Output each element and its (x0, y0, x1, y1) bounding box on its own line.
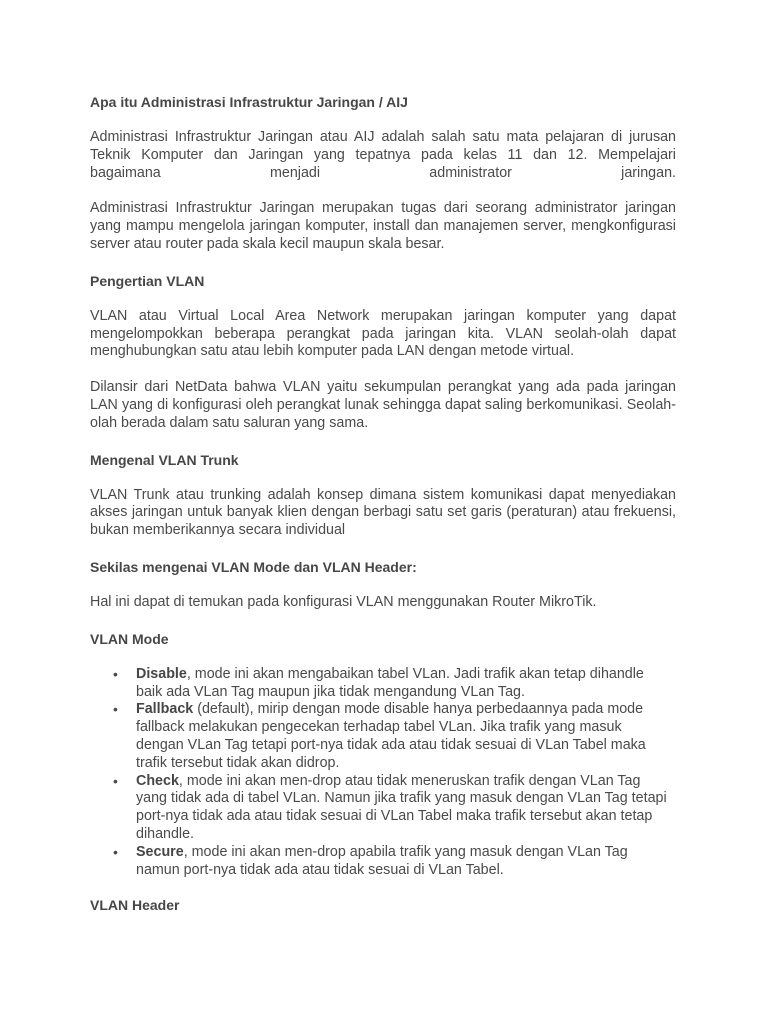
mode-description: , mode ini akan men-drop atau tidak meneruskan trafik dengan VLan Tag yang tidak ada di tabel VLan. Namun jika trafik yang masuk dengan VLan Tag tetapi port-nya tidak ada atau tidak sesuai di VLan Tabel maka trafik tersebut akan tetap dihandle. (136, 772, 667, 842)
section-heading-vlan-header: VLAN Header (90, 897, 180, 914)
list-item (113, 772, 676, 844)
intro-paragraph-1: Administrasi Infrastruktur Jaringan atau AIJ adalah salah satu mata pelajaran di jurusan Teknik Komputer dan Jaringan yang tepatnya pada kelas 11 dan 12. Mempelajari bagaimana menjadi administrator jaringan. (90, 129, 676, 181)
document-page (90, 93, 676, 932)
bullet-icon: • (113, 665, 118, 682)
vlan-paragraph-2: Dilansir dari NetData bahwa VLAN yaitu sekumpulan perangkat yang ada pada jaringan LAN yang di konfigurasi oleh perangkat lunak sehingga dapat saling berkomunikasi. Seolah-olah berada dalam satu saluran yang sama. (90, 379, 676, 431)
section-heading-vlan: Pengertian VLAN (90, 272, 205, 289)
bullet-icon: • (113, 701, 118, 718)
mode-term: Secure (136, 843, 184, 860)
bullet-icon: • (113, 772, 118, 789)
mode-description: , mode ini akan mengabaikan tabel VLan. Jadi trafik akan tetap dihandle baik ada VLan Tag maupun jika tidak mengandung VLan Tag. (136, 665, 644, 700)
bullet-icon: • (113, 843, 118, 860)
mode-description: , mode ini akan men-drop apabila trafik yang masuk dengan VLan Tag namun port-nya tidak ada atau tidak sesuai di VLan Tabel. (136, 843, 628, 878)
mode-description: (default), mirip dengan mode disable hanya perbedaannya pada mode fallback melakukan pengecekan terhadap tabel VLan. Jika trafik yang masuk dengan VLan Tag tetapi port-nya tidak ada atau tidak sesuai di VLan Tabel maka trafik tersebut tidak akan didrop. (136, 701, 646, 771)
intro-paragraph-2: Administrasi Infrastruktur Jaringan merupakan tugas dari seorang administrator jaringan yang mampu mengelola jaringan komputer, install dan manajemen server, mengkonfigurasi server atau router pada skala kecil maupun skala besar. (90, 200, 676, 252)
mode-term: Check (136, 772, 179, 789)
vlan-mode-list (90, 666, 676, 880)
mode-term: Fallback (136, 701, 194, 718)
list-item (113, 665, 676, 702)
list-item (113, 701, 676, 772)
vlan-trunk-paragraph: VLAN Trunk atau trunking adalah konsep dimana sistem komunikasi dapat menyediakan akses jaringan untuk banyak klien dengan berbagi satu set garis (peraturan) atau frekuensi, bukan memberikannya secara individual (90, 486, 676, 539)
mikrotik-paragraph: Hal ini dapat di temukan pada konfigurasi VLAN menggunakan Router MikroTik. (90, 593, 597, 610)
list-item (113, 843, 676, 880)
vlan-paragraph-1: VLAN atau Virtual Local Area Network merupakan jaringan komputer yang dapat mengelompokkan beberapa perangkat pada jaringan kita. VLAN seolah-olah dapat menghubungkan satu atau lebih komputer pada LAN dengan metode virtual. (90, 307, 676, 360)
document-title: Apa itu Administrasi Infrastruktur Jaringan / AIJ (90, 94, 408, 110)
section-heading-vlan-mode: VLAN Mode (90, 630, 169, 647)
mode-term: Disable (136, 665, 187, 682)
section-heading-vlan-trunk: Mengenal VLAN Trunk (90, 451, 239, 468)
section-heading-mode-and-header: Sekilas mengenai VLAN Mode dan VLAN Header: (90, 558, 417, 575)
